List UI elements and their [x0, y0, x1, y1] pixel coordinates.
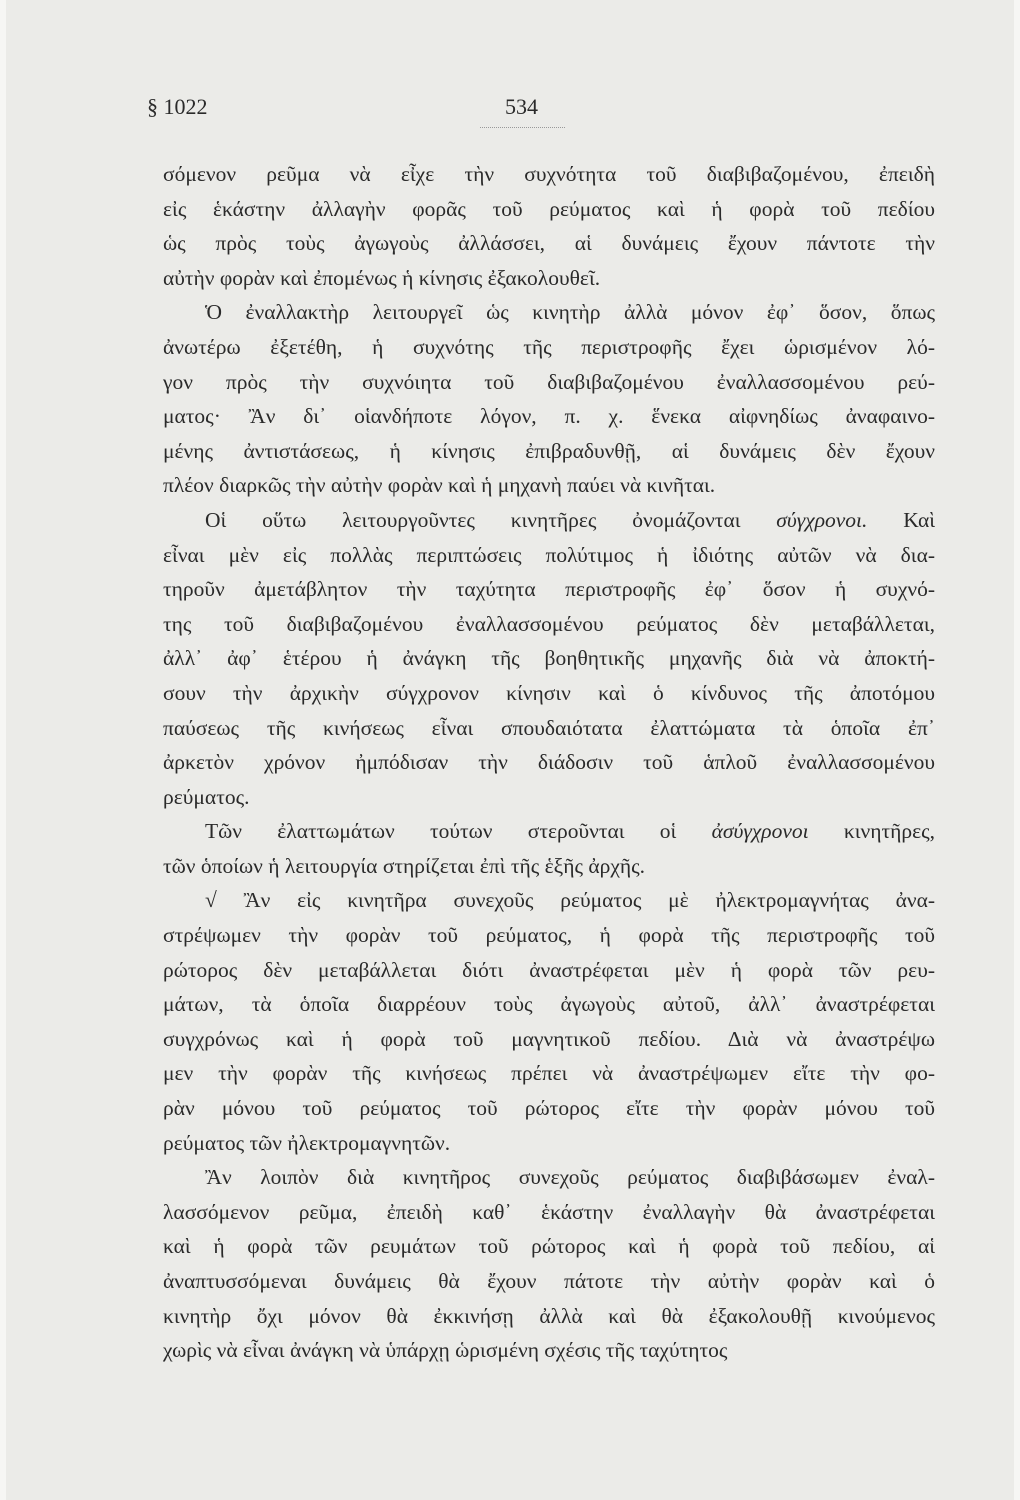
text-segment: ρεύματος. [163, 784, 250, 809]
text-line [163, 399, 935, 434]
text-segment: κινητῆρες, [808, 819, 935, 844]
text-segment: ρεύματος τῶν ἠλεκτρομαγνητῶν. [163, 1130, 451, 1155]
text-line [163, 503, 935, 538]
text-segment: μεν τὴν φορὰν τῆς κινήσεως πρέπει νὰ ἀναστρέψωμεν εἴτε τὴν φο- [163, 1061, 935, 1086]
text-segment: τηροῦν ἀμετάβλητον τὴν ταχύτητα περιστροφῆς ἐφ᾽ ὅσον ἡ συχνό- [163, 577, 935, 602]
text-segment: Ἂν λοιπὸν διὰ κινητῆρος συνεχοῦς ρεύματος διαβιβάσωμεν ἐναλ- [205, 1165, 935, 1190]
paragraph [163, 503, 935, 814]
text-segment: εἶναι μὲν εἰς πολλὰς περιπτώσεις πολύτιμος ἡ ἰδιότης αὐτῶν νὰ δια- [163, 542, 935, 567]
text-segment: Ὁ ἐναλλακτὴρ λειτουργεῖ ὡς κινητὴρ ἀλλὰ μόνον ἐφ᾽ ὅσον, ὅπως [205, 300, 935, 325]
text-line [163, 1299, 935, 1334]
text-segment: εἰς ἑκάστην ἀλλαγὴν φορᾶς τοῦ ρεύματος καὶ ἡ φορὰ τοῦ πεδίου [163, 196, 935, 221]
text-line [163, 538, 935, 573]
section-number: § 1022 [147, 94, 208, 119]
body-text [163, 157, 935, 1368]
text-segment: Καὶ [867, 507, 935, 532]
text-segment: μάτων, τὰ ὁποῖα διαρρέουν τοὺς ἀγωγοὺς αὐτοῦ, ἀλλ᾽ ἀναστρέφεται [163, 992, 935, 1017]
header-rule [480, 127, 565, 128]
text-line [163, 641, 935, 676]
text-segment: ἀναπτυσσόμεναι δυνάμεις θὰ ἔχουν πάτοτε τὴν αὐτὴν φορὰν καὶ ὁ [163, 1269, 935, 1293]
text-line [163, 1160, 935, 1195]
text-line [163, 918, 935, 953]
text-line [163, 780, 935, 815]
text-segment: ἀνωτέρω ἐξετέθη, ἡ συχνότης τῆς περιστροφῆς ἔχει ὡρισμένον λό- [163, 334, 935, 359]
text-line [163, 572, 935, 607]
text-segment: ὡς πρὸς τοὺς ἀγωγοὺς ἀλλάσσει, αἱ δυνάμεις ἔχουν πάντοτε τὴν [163, 231, 935, 256]
text-line [163, 814, 935, 849]
text-segment: λασσόμενον ρεῦμα, ἐπειδὴ καθ᾽ ἑκάστην ἐναλλαγὴν θὰ ἀναστρέφεται [163, 1199, 935, 1224]
text-segment: χωρὶς νὰ εἶναι ἀνάγκη νὰ ὑπάρχῃ ὡρισμένη σχέσις τῆς ταχύτητος [163, 1338, 728, 1363]
text-segment: πλέον διαρκῶς τὴν αὐτὴν φορὰν καὶ ἡ μηχανὴ παύει νὰ κινῆται. [163, 473, 716, 498]
paragraph [163, 295, 935, 503]
text-line [163, 1022, 935, 1057]
text-segment: μένης ἀντιστάσεως, ἡ κίνησις ἐπιβραδυνθῇ, αἱ δυνάμεις δὲν ἔχουν [163, 438, 935, 463]
text-line [163, 1229, 935, 1264]
italic-term: ἀσύγχρονοι [711, 819, 809, 844]
text-line [163, 745, 935, 780]
paragraph [163, 1160, 935, 1368]
paragraph [163, 883, 935, 1160]
text-segment: αὐτὴν φορὰν καὶ ἐπομένως ἡ κίνησις ἐξακολουθεῖ. [163, 265, 601, 290]
page-number: 534 [505, 94, 538, 119]
text-segment: ρώτορος δὲν μεταβάλλεται διότι ἀναστρέφεται μὲν ἡ φορὰ τῶν ρευ- [163, 957, 935, 982]
text-segment: στρέψωμεν τὴν φορὰν τοῦ ρεύματος, ἡ φορὰ τῆς περιστροφῆς τοῦ [163, 923, 935, 948]
paragraph [163, 157, 935, 295]
text-line [163, 330, 935, 365]
text-line [163, 1056, 935, 1091]
page-right-edge [1014, 0, 1020, 1500]
text-segment: σουν τὴν ἀρχικὴν σύγχρονον κίνησιν καὶ ὁ κίνδυνος τῆς ἀποτόμου [163, 680, 935, 705]
text-line [163, 676, 935, 711]
text-line [163, 365, 935, 400]
text-segment: ματος· Ἂν δι᾽ οἱανδήποτε λόγον, π. χ. ἕνεκα αἰφνηδίως ἀναφαινο- [163, 404, 935, 429]
text-line [163, 434, 935, 469]
text-segment: ἀρκετὸν χρόνον ἠμπόδισαν τὴν διάδοσιν τοῦ ἁπλοῦ ἐναλλασσομένου [163, 750, 935, 775]
text-segment: κινητὴρ ὄχι μόνον θὰ ἐκκινήσῃ ἀλλὰ καὶ θὰ ἐξακολουθῇ κινούμενος [163, 1303, 935, 1328]
text-segment: ἀλλ᾽ ἀφ᾽ ἑτέρου ἡ ἀνάγκη τῆς βοηθητικῆς μηχανῆς διὰ νὰ ἀποκτή- [163, 646, 935, 671]
text-line [163, 226, 935, 261]
italic-term: σύγχρονοι. [776, 507, 868, 532]
text-line [163, 1126, 935, 1161]
text-line [163, 192, 935, 227]
text-line [163, 261, 935, 296]
text-line [163, 157, 935, 192]
text-line [163, 1091, 935, 1126]
text-segment: √ Ἂν εἰς κινητῆρα συνεχοῦς ρεύματος μὲ ἠλεκτρομαγνήτας ἀνα- [205, 888, 935, 913]
text-line [163, 607, 935, 642]
paragraph [163, 814, 935, 883]
text-segment: συγχρόνως καὶ ἡ φορὰ τοῦ μαγνητικοῦ πεδίου. Διὰ νὰ ἀναστρέψω [163, 1026, 935, 1051]
text-line [163, 711, 935, 746]
text-line [163, 987, 935, 1022]
text-segment: καὶ ἡ φορὰ τῶν ρευμάτων τοῦ ρώτορος καὶ ἡ φορὰ τοῦ πεδίου, αἱ [163, 1234, 935, 1259]
text-line [163, 295, 935, 330]
text-line [163, 883, 935, 918]
text-segment: παύσεως τῆς κινήσεως εἶναι σπουδαιότατα ἐλαττώματα τὰ ὁποῖα ἐπ᾽ [163, 715, 935, 740]
text-line [163, 1195, 935, 1230]
text-segment: ρὰν μόνου τοῦ ρεύματος τοῦ ρώτορος εἴτε τὴν φορὰν μόνου τοῦ [163, 1096, 935, 1121]
text-line [163, 1333, 935, 1368]
text-line [163, 849, 935, 884]
page-left-edge [0, 0, 6, 1500]
text-line [163, 1264, 935, 1299]
text-segment: τῶν ὁποίων ἡ λειτουργία στηρίζεται ἐπὶ τῆς ἑξῆς ἀρχῆς. [163, 853, 646, 878]
text-segment: Τῶν ἐλαττωμάτων τούτων στεροῦνται οἱ [205, 819, 712, 844]
text-segment: Οἱ οὕτω λειτουργοῦντες κινητῆρες ὀνομάζονται [205, 507, 777, 532]
text-segment: γον πρὸς τὴν συχνόιητα τοῦ διαβιβαζομένου ἐναλλασσομένου ρεύ- [163, 369, 935, 394]
text-line [163, 953, 935, 988]
text-segment: σόμενον ρεῦμα νὰ εἶχε τὴν συχνότητα τοῦ διαβιβαζομένου, ἐπειδὴ [163, 162, 935, 186]
text-line [163, 468, 935, 503]
text-segment: της τοῦ διαβιβαζομένου ἐναλλασσομένου ρεύματος δὲν μεταβάλλεται, [163, 611, 935, 636]
